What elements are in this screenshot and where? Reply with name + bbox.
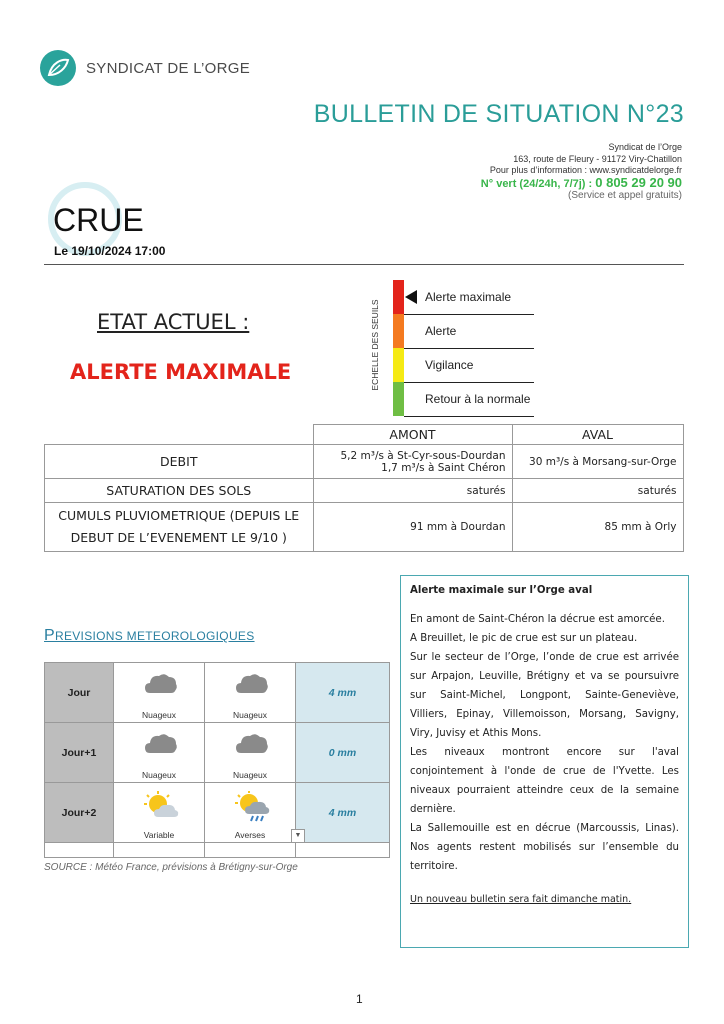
scale-segment-orange bbox=[393, 314, 404, 348]
aval-cell: 30 m³/s à Morsang-sur-Orge bbox=[512, 445, 683, 479]
row-label-line: DEBUT DE L’EVENEMENT LE 9/10 ) bbox=[70, 530, 287, 545]
situation-text-box bbox=[400, 575, 689, 948]
table-row bbox=[45, 479, 684, 503]
divider bbox=[44, 264, 684, 265]
day-label: Jour+2 bbox=[45, 783, 114, 843]
weather-label: Nuageux bbox=[232, 710, 268, 720]
row-label: SATURATION DES SOLS bbox=[45, 479, 314, 503]
chevron-down-icon[interactable]: ▼ bbox=[291, 829, 305, 843]
col-aval-header: AVAL bbox=[512, 425, 683, 445]
scale-segment-yellow bbox=[393, 348, 404, 382]
sun-cloud-icon bbox=[144, 791, 180, 821]
bulletin-date: Le 19/10/2024 17:00 bbox=[54, 244, 166, 258]
amont-line: 1,7 m³/s à Saint Chéron bbox=[381, 461, 506, 474]
forecast-empty-row bbox=[45, 843, 390, 858]
weather-label: Averses bbox=[234, 830, 266, 840]
box-paragraph: Sur le secteur de l’Orge, l’onde de crue est arrivée sur Arpajon, Leuville, Brétigny et va se poursuivre sur Saint-Michel, Longpont, Sainte-Geneviève, Villiers, Epinay, Villemoisson, Morsang, Savigny, Viry, Juvisy et Athis Mons. bbox=[410, 652, 679, 739]
etat-heading: ETAT ACTUEL : bbox=[97, 310, 250, 334]
table-header-row bbox=[45, 425, 684, 445]
weather-cell bbox=[114, 663, 205, 723]
amont-cell: saturés bbox=[313, 479, 512, 503]
scale-level-label: Vigilance bbox=[425, 358, 474, 372]
scale-level bbox=[404, 382, 534, 417]
col-amont-header: AMONT bbox=[313, 425, 512, 445]
bulletin-type: CRUE bbox=[53, 202, 144, 238]
empty-cell bbox=[205, 843, 296, 858]
info-line: Syndicat de l’Orge bbox=[608, 142, 682, 152]
scale-level-label: Alerte maximale bbox=[425, 290, 512, 304]
scale-level bbox=[404, 314, 534, 349]
phone-note: (Service et appel gratuits) bbox=[568, 190, 682, 201]
contact-info bbox=[481, 142, 682, 202]
forecast-row bbox=[45, 663, 390, 723]
empty-cell bbox=[296, 843, 390, 858]
forecast-table bbox=[44, 662, 390, 858]
forecast-row bbox=[45, 783, 390, 843]
scale-axis bbox=[363, 280, 387, 416]
box-title: Alerte maximale sur l’Orge aval bbox=[410, 585, 593, 596]
scale-axis-label: ECHELLE DES SEUILS bbox=[370, 299, 380, 391]
row-label bbox=[45, 503, 314, 552]
bulletin-title: BULLETIN DE SITUATION N°23 bbox=[313, 100, 684, 128]
amont-line: 5,2 m³/s à St-Cyr-sous-Dourdan bbox=[340, 449, 506, 462]
cloud-icon bbox=[235, 731, 269, 757]
page-number: 1 bbox=[356, 992, 363, 1006]
weather-label: Nuageux bbox=[141, 710, 177, 720]
day-label: Jour+1 bbox=[45, 723, 114, 783]
info-line: Pour plus d’information : www.syndicatdelorge.fr bbox=[489, 165, 682, 175]
empty-cell bbox=[45, 843, 114, 858]
table-row bbox=[45, 445, 684, 479]
amont-cell bbox=[313, 445, 512, 479]
scale-level-label: Alerte bbox=[425, 324, 457, 338]
cloud-icon bbox=[144, 731, 178, 757]
row-label-line: CUMULS PLUVIOMETRIQUE (DEPUIS LE bbox=[58, 508, 300, 523]
sun-rain-icon bbox=[235, 791, 271, 823]
weather-cell bbox=[114, 723, 205, 783]
weather-label: Variable bbox=[143, 830, 175, 840]
box-paragraph: A Breuillet, le pic de crue est sur un plateau. bbox=[410, 633, 638, 644]
situation-table bbox=[44, 424, 684, 552]
etat-status: ALERTE MAXIMALE bbox=[70, 360, 292, 384]
rain-amount: 4 mm bbox=[296, 783, 390, 843]
logo-icon bbox=[40, 50, 76, 86]
phone-number: 0 805 29 20 90 bbox=[595, 174, 682, 190]
scale-segment-green bbox=[393, 382, 404, 416]
weather-cell bbox=[205, 723, 296, 783]
scale-level bbox=[404, 348, 534, 383]
scale-segment-red bbox=[393, 280, 404, 314]
box-note: Un nouveau bulletin sera fait dimanche matin. bbox=[410, 894, 632, 905]
cloud-icon bbox=[144, 671, 178, 697]
aval-cell: saturés bbox=[512, 479, 683, 503]
aval-cell: 85 mm à Orly bbox=[512, 503, 683, 552]
weather-cell bbox=[205, 663, 296, 723]
weather-label: Nuageux bbox=[232, 770, 268, 780]
forecast-source: SOURCE : Météo France, prévisions à Brétigny-sur-Orge bbox=[44, 862, 298, 873]
box-paragraph: En amont de Saint-Chéron la décrue est amorcée. bbox=[410, 614, 665, 625]
day-label: Jour bbox=[45, 663, 114, 723]
scale-level-label: Retour à la normale bbox=[425, 392, 531, 406]
weather-label: Nuageux bbox=[141, 770, 177, 780]
cloud-icon bbox=[235, 671, 269, 697]
phone-label: N° vert (24/24h, 7/7j) : bbox=[480, 177, 596, 190]
logo-text: SYNDICAT DE L’ORGE bbox=[86, 60, 251, 77]
box-paragraph: La Sallemouille est en décrue (Marcoussis, Linas). Nos agents restent mobilisés sur l’ensemble du territoire. bbox=[410, 823, 679, 872]
previsions-title-rest: REVISIONS METEOROLOGIQUES bbox=[54, 629, 255, 643]
weather-cell bbox=[114, 783, 205, 843]
empty-header-cell bbox=[45, 425, 314, 445]
previsions-title: PREVISIONS METEOROLOGIQUES bbox=[44, 627, 255, 644]
phone-line bbox=[480, 174, 682, 191]
row-label: DEBIT bbox=[45, 445, 314, 479]
table-row bbox=[45, 503, 684, 552]
box-paragraph: Les niveaux montront encore sur l'aval conjointement à l'onde de crue de l'Yvette. Les niveaux pourraient atteindre ceux de la semaine dernière. bbox=[410, 747, 679, 815]
rain-amount: 0 mm bbox=[296, 723, 390, 783]
empty-cell bbox=[114, 843, 205, 858]
amont-cell: 91 mm à Dourdan bbox=[313, 503, 512, 552]
scale-level bbox=[404, 280, 534, 315]
rain-amount: 4 mm bbox=[296, 663, 390, 723]
info-line: 163, route de Fleury - 91172 Viry-Chatillon bbox=[513, 153, 682, 164]
weather-cell bbox=[205, 783, 296, 843]
forecast-row bbox=[45, 723, 390, 783]
